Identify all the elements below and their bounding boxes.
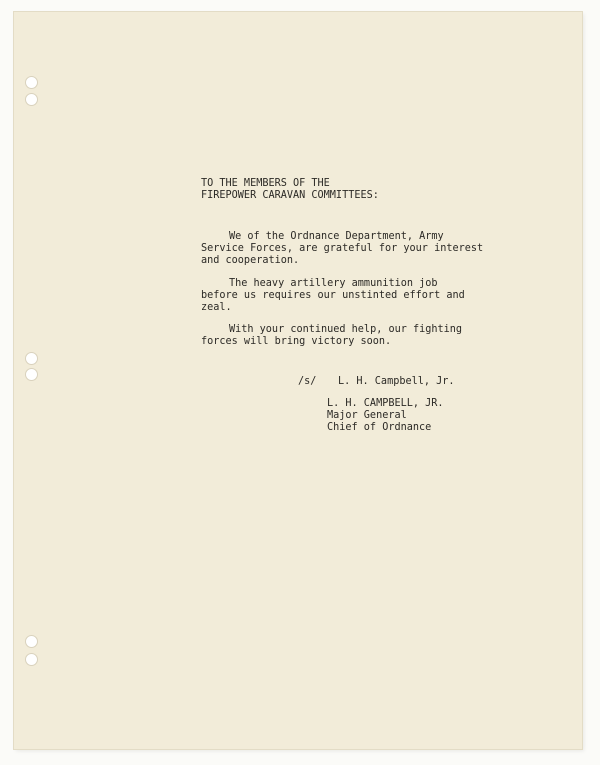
paragraph-line: We of the Ordnance Department, Army: [229, 231, 444, 242]
signature-block-line: Chief of Ordnance: [327, 422, 432, 433]
paragraph-line: With your continued help, our fighting: [229, 324, 463, 335]
paragraph-line: forces will bring victory soon.: [201, 336, 392, 347]
salutation-line: FIREPOWER CARAVAN COMMITTEES:: [201, 190, 379, 201]
paragraph-line: zeal.: [201, 302, 232, 313]
paragraph-line: before us requires our unstinted effort and: [201, 290, 465, 301]
salutation-line: TO THE MEMBERS OF THE: [201, 178, 330, 189]
paragraph-line: Service Forces, are grateful for your interest: [201, 243, 484, 254]
signature-name: L. H. Campbell, Jr.: [338, 376, 455, 387]
signature-block-line: Major General: [327, 410, 407, 421]
signature-block-line: L. H. CAMPBELL, JR.: [327, 398, 444, 409]
paragraph-line: The heavy artillery ammunition job: [229, 278, 438, 289]
paragraph-line: and cooperation.: [201, 255, 300, 266]
signature-mark: /s/: [298, 376, 317, 387]
